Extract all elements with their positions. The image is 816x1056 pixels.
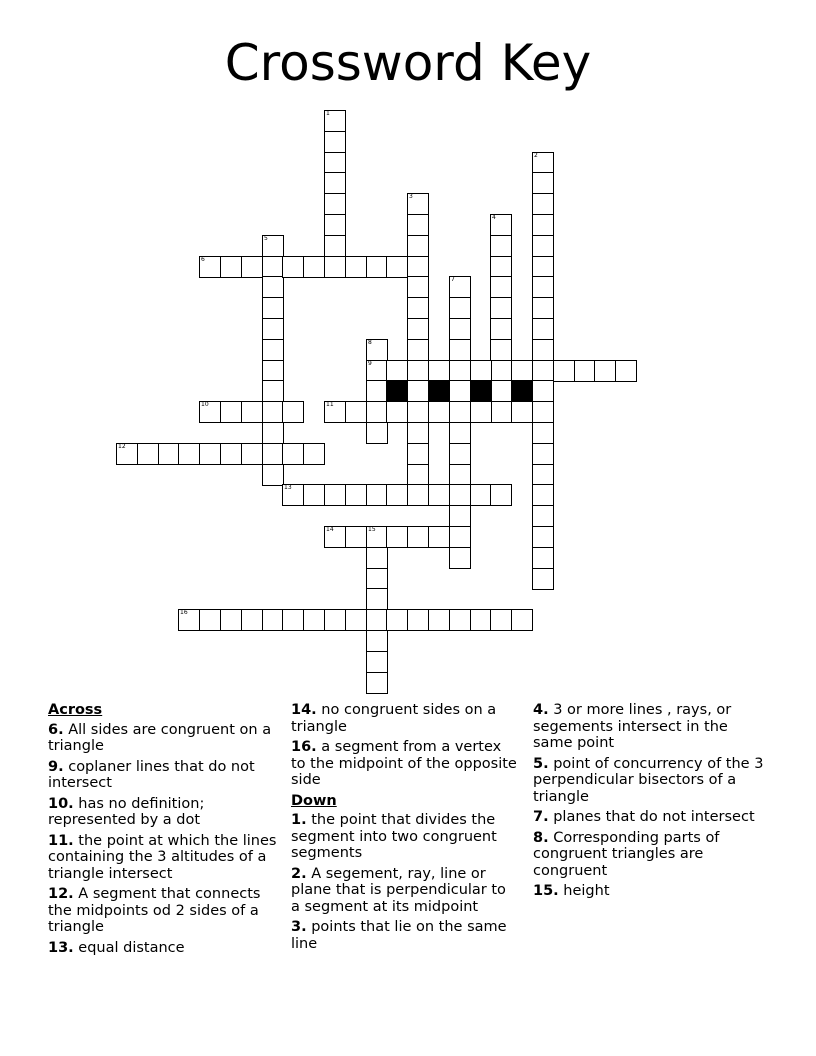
grid-cell [220,256,242,278]
grid-cell [407,380,429,402]
cell-number: 5 [264,235,268,242]
grid-cell [407,526,429,548]
grid-cell [324,193,346,215]
clue-across-9: 9. coplaner lines that do not intersect [48,758,255,791]
grid-cell [366,609,388,631]
grid-cell [116,443,138,465]
grid-cell [532,360,554,382]
black-cell [511,380,533,402]
grid-cell [324,401,346,423]
grid-cell [241,401,263,423]
grid-cell [282,609,304,631]
grid-cell [282,256,304,278]
cell-number: 10 [201,401,209,408]
clue-across-16: 16. a segment from a vertex to the midpoint of the opposite side [291,739,517,788]
grid-cell [532,152,554,174]
grid-cell [532,422,554,444]
cell-number: 4 [492,214,496,221]
grid-cell [262,297,284,319]
cell-number: 6 [201,256,205,263]
grid-cell [324,110,346,132]
grid-cell [532,401,554,423]
grid-cell [366,422,388,444]
clue-across-6: 6. All sides are congruent on a triangle [48,721,272,754]
clue-down-2: 2. A segement, ray, line or plane that is perpendicular to a segment at its midpoint [291,865,506,915]
grid-cell [345,526,367,548]
grid-cell [366,339,388,361]
grid-cell [407,193,429,215]
grid-cell [262,339,284,361]
grid-cell [449,380,471,402]
grid-cell [449,276,471,298]
grid-cell [262,609,284,631]
grid-cell [532,464,554,486]
down-heading: Down [291,792,337,809]
cell-number: 1 [326,110,330,117]
grid-cell [490,214,512,236]
grid-cell [428,609,450,631]
grid-cell [324,152,346,174]
grid-cell [262,256,284,278]
grid-cell [532,484,554,506]
grid-cell [449,443,471,465]
grid-cell [449,547,471,569]
black-cell [386,380,408,402]
grid-cell [449,401,471,423]
grid-cell [532,526,554,548]
grid-cell [220,401,242,423]
grid-cell [137,443,159,465]
grid-cell [199,609,221,631]
grid-cell [511,401,533,423]
grid-cell [532,235,554,257]
grid-cell [158,443,180,465]
grid-cell [324,526,346,548]
cell-number: 11 [326,401,334,408]
clue-down-3: 3. points that lie on the same line [291,919,507,952]
grid-cell [490,484,512,506]
grid-cell [324,172,346,194]
grid-cell [324,214,346,236]
cell-number: 9 [368,360,372,367]
clue-across-14: 14. no congruent sides on a triangle [291,702,497,735]
grid-cell [324,609,346,631]
grid-cell [220,443,242,465]
grid-cell [282,401,304,423]
grid-cell [366,672,388,694]
grid-cell [428,526,450,548]
grid-cell [262,422,284,444]
grid-cell [366,380,388,402]
clue-column-1 [48,702,280,960]
grid-cell [449,422,471,444]
grid-cell [449,360,471,382]
grid-cell [366,360,388,382]
cell-number: 8 [368,339,372,346]
black-cell [470,380,492,402]
grid-cell [490,360,512,382]
grid-cell [511,360,533,382]
grid-cell [407,214,429,236]
cell-number: 2 [534,152,538,159]
grid-cell [490,401,512,423]
cell-number: 3 [409,193,413,200]
grid-cell [366,588,388,610]
grid-cell [324,131,346,153]
grid-cell [303,484,325,506]
grid-cell [324,256,346,278]
grid-cell [282,484,304,506]
grid-cell [407,422,429,444]
clue-down-15: 15. height [533,883,610,899]
grid-cell [428,484,450,506]
grid-cell [490,318,512,340]
grid-cell [407,464,429,486]
black-cell [428,380,450,402]
grid-cell [345,484,367,506]
grid-cell [324,484,346,506]
grid-cell [470,401,492,423]
grid-cell [262,443,284,465]
grid-cell [532,172,554,194]
grid-cell [449,464,471,486]
grid-cell [407,484,429,506]
clue-column-2 [291,702,519,956]
across-heading: Across [48,702,103,718]
grid-cell [386,609,408,631]
grid-cell [532,256,554,278]
grid-cell [449,318,471,340]
grid-cell [532,505,554,527]
grid-cell [532,443,554,465]
grid-cell [345,609,367,631]
grid-cell [532,214,554,236]
grid-cell [241,256,263,278]
grid-cell [407,443,429,465]
grid-cell [532,547,554,569]
grid-cell [553,360,575,382]
clue-down-8: 8. Corresponding parts of congruent triangles are congruent [533,829,720,879]
clue-across-12: 12. A segment that connects the midpoints od 2 sides of a triangle [48,886,261,935]
grid-cell [532,568,554,590]
grid-cell [262,360,284,382]
grid-cell [303,609,325,631]
grid-cell [449,297,471,319]
grid-cell [386,360,408,382]
grid-cell [241,609,263,631]
grid-cell [615,360,637,382]
grid-cell [490,380,512,402]
grid-cell [449,526,471,548]
clue-across-11: 11. the point at which the lines containing the 3 altitudes of a triangle intersect [48,832,277,882]
grid-cell [449,484,471,506]
grid-cell [449,609,471,631]
grid-cell [449,505,471,527]
grid-cell [532,276,554,298]
clue-column-3 [533,702,765,904]
grid-cell [366,651,388,673]
grid-cell [470,360,492,382]
grid-cell [532,380,554,402]
grid-cell [407,297,429,319]
grid-cell [470,484,492,506]
grid-cell [199,401,221,423]
page-title: Crossword Key [224,34,592,92]
grid-cell [386,256,408,278]
grid-cell [386,401,408,423]
clue-down-1: 1. the point that divides the segment into two congruent segments [291,812,497,861]
cell-number: 14 [326,526,334,533]
grid-cell [407,318,429,340]
grid-cell [532,318,554,340]
grid-cell [262,380,284,402]
grid-cell [303,256,325,278]
cell-number: 7 [451,276,455,283]
grid-cell [220,609,242,631]
grid-cell [407,609,429,631]
grid-cell [407,235,429,257]
grid-cell [490,609,512,631]
grid-cell [532,193,554,215]
grid-cell [366,630,388,652]
grid-cell [449,339,471,361]
grid-cell [178,443,200,465]
grid-cell [490,339,512,361]
grid-cell [199,443,221,465]
grid-cell [366,401,388,423]
clue-down-4: 4. 3 or more lines , rays, or segements intersect in the same point [533,702,732,751]
grid-cell [532,339,554,361]
grid-cell [511,609,533,631]
grid-cell [490,297,512,319]
grid-cell [324,235,346,257]
grid-cell [178,609,200,631]
clue-down-5: 5. point of concurrency of the 3 perpendicular bisectors of a triangle [533,755,764,805]
grid-cell [366,547,388,569]
grid-cell [366,526,388,548]
grid-cell [407,256,429,278]
grid-cell [407,360,429,382]
grid-cell [594,360,616,382]
grid-cell [490,276,512,298]
grid-cell [303,443,325,465]
grid-cell [282,443,304,465]
clue-across-10: 10. has no definition; represented by a dot [48,795,205,828]
grid-cell [574,360,596,382]
grid-cell [366,256,388,278]
grid-cell [428,401,450,423]
grid-cell [407,339,429,361]
grid-cell [262,318,284,340]
grid-cell [490,256,512,278]
grid-cell [262,235,284,257]
clue-across-13: 13. equal distance [48,939,185,956]
grid-cell [366,484,388,506]
cell-number: 13 [284,484,292,491]
grid-cell [262,464,284,486]
grid-cell [428,360,450,382]
grid-cell [345,401,367,423]
grid-cell [407,401,429,423]
grid-cell [199,256,221,278]
grid-cell [386,526,408,548]
cell-number: 12 [118,443,126,450]
grid-cell [241,443,263,465]
cell-number: 15 [368,526,376,533]
cell-number: 16 [180,609,188,616]
grid-cell [490,235,512,257]
grid-cell [366,568,388,590]
grid-cell [386,484,408,506]
grid-cell [262,401,284,423]
grid-cell [470,609,492,631]
grid-cell [345,256,367,278]
grid-cell [407,276,429,298]
grid-cell [532,297,554,319]
grid-cell [262,276,284,298]
clue-down-7: 7. planes that do not intersect [533,809,755,825]
